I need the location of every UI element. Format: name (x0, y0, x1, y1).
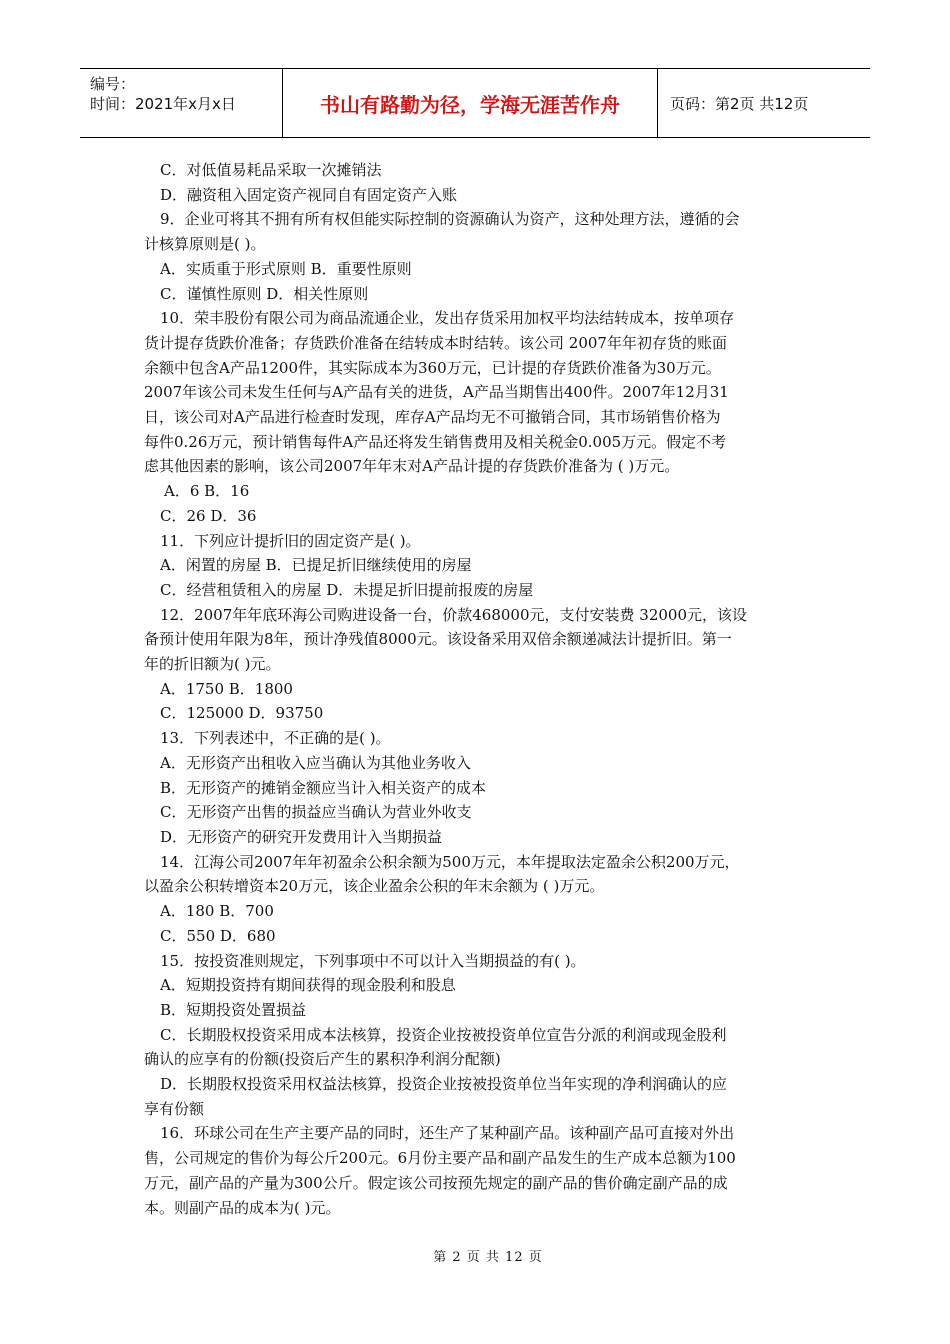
text-line: 每件0.26万元，预计销售每件A产品还将发生销售费用及相关税金0.005万元。假定不考 (144, 432, 727, 451)
text-line: 12．2007年年底环海公司购进设备一台，价款468000元，支付安装费 32000元，该设 (160, 605, 748, 624)
text-line: 13．下列表述中，不正确的是( )。 (160, 729, 391, 748)
text-line: B．短期投资处置损益 (160, 1000, 307, 1019)
text-line: A．1750 B．1800 (160, 679, 293, 698)
text-line: 本。则副产品的成本为( )元。 (144, 1198, 341, 1217)
text-line: C．无形资产出售的损益应当确认为营业外收支 (160, 803, 472, 822)
header-page-label: 页码：第2页 共12页 (670, 94, 809, 113)
text-line: 计核算原则是( )。 (144, 235, 266, 254)
page-footer (0, 1246, 950, 1265)
header-meta (80, 69, 283, 137)
text-line: 日，该公司对A产品进行检查时发现，库存A产品均无不可撤销合同，其市场销售价格为 (144, 408, 721, 427)
text-line: A．实质重于形式原则 B．重要性原则 (160, 259, 412, 278)
text-line: C．长期股权投资采用成本法核算，投资企业按被投资单位宣告分派的利润或现金股利 (160, 1025, 727, 1044)
text-line: 16．环球公司在生产主要产品的同时，还生产了某种副产品。该种副产品可直接对外出 (160, 1124, 735, 1143)
text-line: B．无形资产的摊销金额应当计入相关资产的成本 (160, 778, 487, 797)
text-line: A．闲置的房屋 B．已提足折旧继续使用的房屋 (160, 556, 472, 575)
text-line: 余额中包含A产品1200件，其实际成本为360万元，已计提的存货跌价准备为30万元。 (144, 358, 721, 377)
footer-page-number: 第 2 页 共 12 页 (433, 1250, 543, 1265)
text-line: D．长期股权投资采用权益法核算，投资企业按被投资单位当年实现的净利润确认的应 (160, 1075, 728, 1094)
text-line: C．对低值易耗品采取一次摊销法 (160, 161, 382, 179)
page-header (80, 68, 870, 138)
text-line: C．125000 D．93750 (160, 704, 324, 723)
document-body (144, 158, 812, 1220)
text-line: C．26 D．36 (160, 506, 257, 525)
text-line: D．无形资产的研究开发费用计入当期损益 (160, 827, 443, 846)
text-line: 售，公司规定的售价为每公斤200元。6月份主要产品和副产品发生的生产成本总额为100 (144, 1149, 736, 1168)
text-line: 确认的应享有的份额(投资后产生的累积净利润分配额) (144, 1050, 501, 1069)
text-line: 货计提存货跌价准备；存货跌价准备在结转成本时结转。该公司 2007年年初存货的账面 (144, 333, 727, 352)
text-line: 9．企业可将其不拥有所有权但能实际控制的资源确认为资产，这种处理方法，遵循的会 (160, 210, 740, 229)
code-label: 编号： (90, 75, 136, 93)
text-line: 万元，副产品的产量为300公斤。假定该公司按预先规定的副产品的售价确定副产品的成 (144, 1173, 728, 1192)
text-line: 15．按投资准则规定，下列事项中不可以计入当期损益的有( )。 (160, 951, 586, 970)
text-line: 10．荣丰股份有限公司为商品流通企业，发出存货采用加权平均法结转成本，按单项存 (160, 309, 735, 328)
text-line: 以盈余公积转增资本20万元，该企业盈余公积的年末余额为 ( )万元。 (144, 877, 605, 896)
text-line: C．谨慎性原则 D．相关性原则 (160, 284, 369, 303)
text-line: A．短期投资持有期间获得的现金股利和股息 (160, 976, 456, 995)
text-line: A．无形资产出租收入应当确认为其他业务收入 (160, 753, 471, 772)
text-line: 11．下列应计提折旧的固定资产是( )。 (160, 531, 421, 550)
text-line: 备预计使用年限为8年，预计净残值8000元。该设备采用双倍余额递减法计提折旧。第一 (144, 630, 732, 649)
text-line: A．180 B．700 (160, 902, 274, 921)
text-line: D．融资租入固定资产视同自有固定资产入账 (160, 185, 458, 204)
text-line: 2007年该公司未发生任何与A产品有关的进货，A产品当期售出400件。2007年12月31 (144, 383, 729, 402)
date-label: 时间：2021年x月x日 (90, 95, 236, 113)
text-line: 年的折旧额为( )元。 (144, 655, 281, 674)
text-line: 14．江海公司2007年年初盈余公积余额为500万元，本年提取法定盈余公积200万元， (160, 852, 740, 871)
text-line: 虑其他因素的影响，该公司2007年年末对A产品计提的存货跌价准备为 ( )万元。 (144, 457, 680, 476)
text-line: A．6 B．16 (164, 482, 250, 501)
text-line: C．550 D．680 (160, 926, 276, 945)
header-motto: 书山有路勤为径，学海无涯苦作舟 (283, 69, 658, 137)
text-line: 享有份额 (144, 1099, 205, 1118)
text-line: C．经营租赁租入的房屋 D．未提足折旧提前报废的房屋 (160, 580, 534, 599)
